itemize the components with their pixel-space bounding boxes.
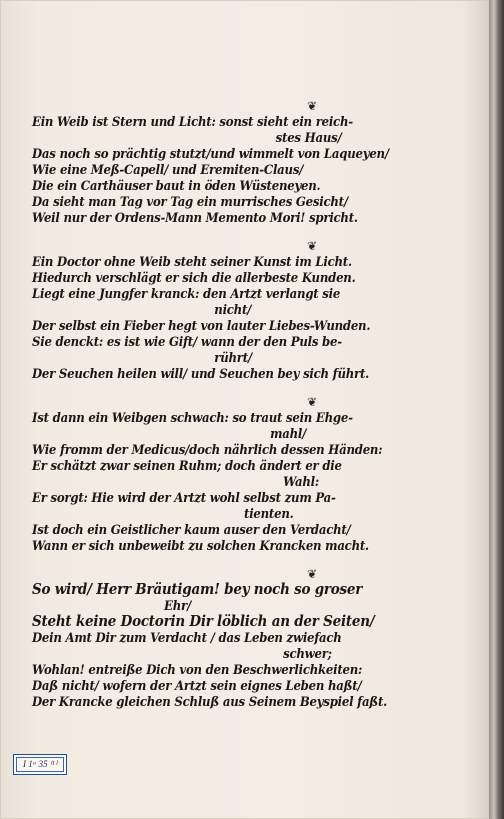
poem-line: Liegt eine Jungfer kranck: den Artzt verlangt sie	[32, 286, 341, 301]
poem-line: Der Krancke gleichen Schluß aus Seinem Beyspiel faßt.	[32, 694, 387, 709]
poem-line: schwer;	[283, 646, 332, 661]
poem-line: Steht keine Doctorin Dir löblich an der Seiten/	[32, 613, 375, 630]
stanza-4	[32, 568, 472, 710]
poem-line: mahl/	[270, 426, 307, 441]
poem-line: Der selbst ein Fieber hegt von lauter Liebes-Wunden.	[32, 318, 371, 333]
poem-line: Daß nicht/ wofern der Artzt sein eignes Leben haßt/	[32, 678, 362, 693]
poem-line: Ein Doctor ohne Weib steht seiner Kunst im Licht.	[32, 254, 352, 269]
poem-line: Ehr/	[164, 598, 192, 613]
poem-line: Das noch so prächtig stutzt/und wimmelt von Laqueyen/	[32, 146, 389, 161]
fleuron-ornament-icon: ❦	[306, 567, 318, 581]
poem-line: Wahl:	[283, 474, 319, 489]
page-edge	[489, 0, 504, 819]
poem-line: Er schätzt zwar seinen Ruhm; doch ändert er die	[32, 458, 342, 473]
stanza-2	[32, 240, 472, 382]
poem-line: So wird/ Herr Bräutigam! bey noch so groser	[32, 581, 363, 598]
poem-line: Ist doch ein Geistlicher kaum auser den Verdacht/	[32, 522, 351, 537]
poem-line: Sie denckt: es ist wie Gift/ wann der den Puls be-	[32, 334, 342, 349]
poem-line: Weil nur der Ordens-Mann Memento Mori! spricht.	[32, 210, 358, 225]
poem-line: Er sorgt: Hie wird der Artzt wohl selbst zum Pa-	[32, 490, 336, 505]
poem-line: tienten.	[244, 506, 294, 521]
poem-line: rührt/	[214, 350, 252, 365]
poem-line: Hiedurch verschlägt er sich die allerbeste Kunden.	[32, 270, 356, 285]
poem-line: stes Haus/	[275, 130, 342, 145]
poem-line: nicht/	[214, 302, 252, 317]
stanza-1	[32, 100, 472, 226]
poem-line: Ein Weib ist Stern und Licht: sonst sieht ein reich-	[32, 114, 353, 129]
fleuron-ornament-icon: ❦	[306, 395, 318, 409]
poem	[32, 100, 472, 724]
poem-line: Die ein Carthäuser baut in öden Wüsteneyen.	[32, 178, 321, 193]
library-shelfmark-label: I 1ᵃ 35 ⁽¹⁾	[13, 754, 67, 775]
poem-line: Dein Amt Dir zum Verdacht / das Leben zwiefach	[32, 630, 342, 645]
fleuron-ornament-icon: ❦	[306, 239, 318, 253]
poem-line: Da sieht man Tag vor Tag ein murrisches Gesicht/	[32, 194, 348, 209]
stanza-3	[32, 396, 472, 554]
poem-line: Wie eine Meß-Capell/ und Eremiten-Claus/	[32, 162, 304, 177]
poem-line: Wann er sich unbeweibt zu solchen Krancken macht.	[32, 538, 369, 553]
poem-line: Der Seuchen heilen will/ und Seuchen bey sich führt.	[32, 366, 370, 381]
poem-line: Wohlan! entreiße Dich von den Beschwerlichkeiten:	[32, 662, 363, 677]
poem-line: Wie fromm der Medicus/doch nährlich dessen Händen:	[32, 442, 383, 457]
fleuron-ornament-icon: ❦	[306, 99, 318, 113]
poem-line: Ist dann ein Weibgen schwach: so traut sein Ehge-	[32, 410, 353, 425]
